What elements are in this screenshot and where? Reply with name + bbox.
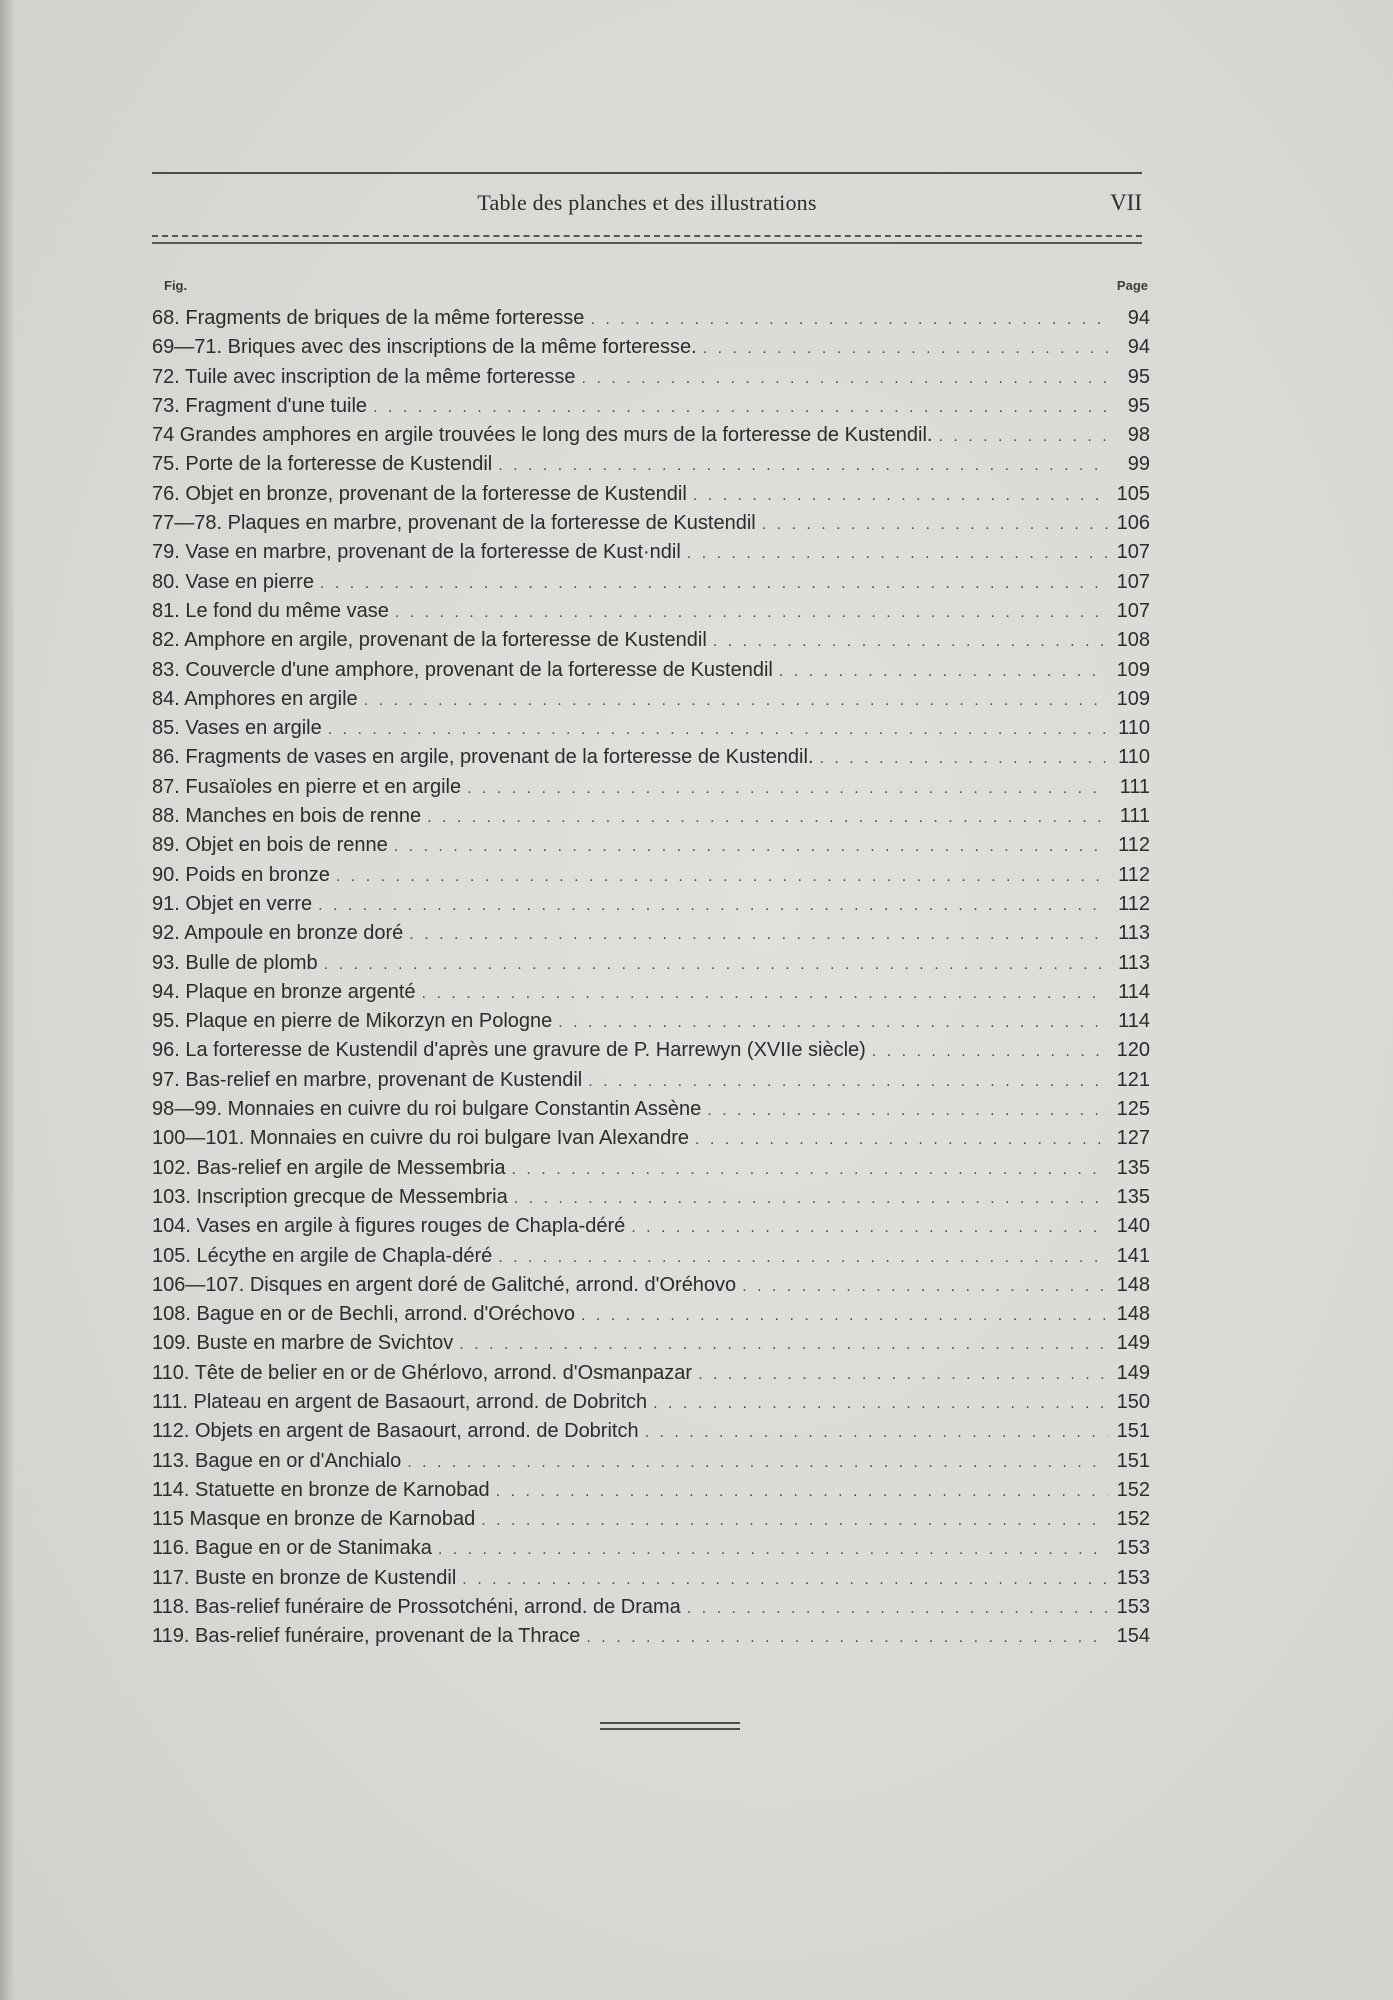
list-item xyxy=(152,949,1150,978)
list-item xyxy=(152,1505,1150,1534)
entry-title: 108. Bague en or de Bechli, arrond. d'Oréchovo xyxy=(152,1303,575,1326)
dot-leader xyxy=(581,1301,1108,1330)
dot-leader xyxy=(695,1125,1108,1154)
dot-leader xyxy=(498,1243,1108,1272)
list-item xyxy=(152,363,1150,392)
dot-leader xyxy=(653,1389,1108,1418)
entry-page-number: 114 xyxy=(1118,1010,1150,1033)
list-item xyxy=(152,743,1150,772)
header-rule-top xyxy=(152,172,1142,174)
entry-page-number: 94 xyxy=(1127,307,1150,329)
dot-leader xyxy=(328,715,1108,744)
entry-page-number: 106 xyxy=(1116,512,1150,535)
entry-title: 103. Inscription grecque de Messembria xyxy=(152,1185,508,1208)
entry-title: 113. Bague en or d'Anchialo xyxy=(152,1449,402,1472)
dot-leader xyxy=(422,979,1108,1008)
entry-page-number: 107 xyxy=(1116,570,1150,593)
dot-leader xyxy=(514,1184,1108,1213)
dot-leader xyxy=(687,539,1108,568)
entry-title: 94. Plaque en bronze argenté xyxy=(152,980,416,1003)
entry-title: 112. Objets en argent de Basaourt, arrond. de Dobritch xyxy=(152,1420,639,1443)
entry-title: 109. Buste en marbre de Svichtov xyxy=(152,1332,454,1355)
list-item xyxy=(152,1447,1150,1476)
dot-leader xyxy=(779,657,1108,686)
list-item xyxy=(152,1271,1150,1300)
list-item xyxy=(152,538,1150,567)
entry-title: 92. Ampoule en bronze doré xyxy=(152,922,404,945)
entry-page-number: 112 xyxy=(1118,863,1150,886)
entry-page-number: 121 xyxy=(1116,1068,1150,1091)
list-item xyxy=(152,597,1150,626)
entry-page-number: 153 xyxy=(1116,1566,1150,1589)
entry-page-number: 135 xyxy=(1116,1156,1150,1179)
entry-page-number: 151 xyxy=(1116,1420,1150,1443)
dot-leader xyxy=(938,422,1108,451)
list-item xyxy=(152,1564,1150,1593)
dot-leader xyxy=(698,1360,1108,1389)
entry-title: 76. Objet en bronze, provenant de la forteresse de Kustendil xyxy=(152,482,687,505)
dot-leader xyxy=(318,891,1108,920)
entry-page-number: 140 xyxy=(1116,1215,1150,1238)
entry-page-number: 152 xyxy=(1116,1478,1150,1501)
list-item xyxy=(152,333,1150,362)
entry-title: 79. Vase en marbre, provenant de la forteresse de Kust·ndil xyxy=(152,541,681,564)
list-item xyxy=(152,1593,1150,1622)
entry-title: 88. Manches en bois de renne xyxy=(152,805,422,828)
list-item xyxy=(152,1359,1150,1388)
entry-title: 111. Plateau en argent de Basaourt, arrond. de Dobritch xyxy=(152,1390,648,1413)
list-item xyxy=(152,1476,1150,1505)
entry-page-number: 109 xyxy=(1116,658,1150,681)
entry-title: 83. Couvercle d'une amphore, provenant de la forteresse de Kustendil xyxy=(152,658,773,681)
column-heading-page: Page xyxy=(1116,278,1148,293)
list-item xyxy=(152,685,1150,714)
entry-title: 96. La forteresse de Kustendil d'après une gravure de P. Harrewyn (XVIIe siècle) xyxy=(152,1039,866,1062)
entry-title: 95. Plaque en pierre de Mikorzyn en Pologne xyxy=(152,1010,553,1033)
entry-page-number: 154 xyxy=(1116,1625,1150,1648)
entry-title: 91. Objet en verre xyxy=(152,892,313,915)
entry-title: 69—71. Briques avec des inscriptions de la même forteresse. xyxy=(152,336,697,359)
list-item xyxy=(152,1124,1150,1153)
entry-page-number: 153 xyxy=(1116,1596,1150,1619)
entry-page-number: 153 xyxy=(1116,1537,1150,1560)
entry-page-number: 125 xyxy=(1116,1098,1150,1121)
entry-page-number: 111 xyxy=(1119,775,1150,798)
list-item xyxy=(152,831,1150,860)
entry-title: 100—101. Monnaies en cuivre du roi bulgare Ivan Alexandre xyxy=(152,1127,690,1150)
dot-leader xyxy=(820,744,1109,773)
list-item xyxy=(152,1095,1150,1124)
dot-leader xyxy=(588,1067,1108,1096)
entry-page-number: 148 xyxy=(1116,1273,1150,1296)
entry-title: 90. Poids en bronze xyxy=(152,863,330,886)
dot-leader xyxy=(462,1565,1108,1594)
entry-page-number: 110 xyxy=(1118,746,1150,769)
dot-leader xyxy=(590,305,1108,334)
running-header-title: Table des planches et des illustrations xyxy=(477,190,817,215)
entry-page-number: 151 xyxy=(1116,1449,1150,1472)
list-item xyxy=(152,1066,1150,1095)
entry-page-number: 149 xyxy=(1116,1332,1150,1355)
entry-title: 104. Vases en argile à figures rouges de Chapla-déré xyxy=(152,1215,626,1238)
dot-leader xyxy=(438,1535,1108,1564)
entry-title: 77—78. Plaques en marbre, provenant de la forteresse de Kustendil xyxy=(152,512,756,535)
closing-ornament-rule xyxy=(600,1722,740,1730)
entry-title: 86. Fragments de vases en argile, provenant de la forteresse de Kustendil. xyxy=(152,746,814,769)
entry-title: 68. Fragments de briques de la même forteresse xyxy=(152,307,585,329)
dot-leader xyxy=(512,1155,1108,1184)
entry-title: 75. Porte de la forteresse de Kustendil xyxy=(152,453,493,476)
list-item xyxy=(152,919,1150,948)
entry-title: 73. Fragment d'une tuile xyxy=(152,394,368,417)
entry-title: 106—107. Disques en argent doré de Galitché, arrond. d'Oréhovo xyxy=(152,1273,737,1296)
entry-title: 80. Vase en pierre xyxy=(152,570,314,593)
entry-title: 72. Tuile avec inscription de la même forteresse xyxy=(152,365,576,388)
list-item xyxy=(152,802,1150,831)
entry-title: 116. Bague en or de Stanimaka xyxy=(152,1537,432,1560)
list-item xyxy=(152,1300,1150,1329)
list-item xyxy=(152,1154,1150,1183)
list-item xyxy=(152,509,1150,538)
dot-leader xyxy=(496,1477,1108,1506)
dot-leader xyxy=(459,1330,1108,1359)
entry-page-number: 109 xyxy=(1116,687,1150,710)
dot-leader xyxy=(427,803,1108,832)
entry-page-number: 148 xyxy=(1116,1303,1150,1326)
entry-page-number: 99 xyxy=(1127,453,1150,476)
list-item xyxy=(152,626,1150,655)
list-item xyxy=(152,450,1150,479)
list-item xyxy=(152,773,1150,802)
running-header xyxy=(152,190,1142,224)
entry-title: 97. Bas-relief en marbre, provenant de Kustendil xyxy=(152,1068,583,1091)
dot-leader xyxy=(324,950,1108,979)
dot-leader xyxy=(558,1008,1108,1037)
entry-page-number: 127 xyxy=(1116,1127,1150,1150)
list-item xyxy=(152,1036,1150,1065)
entry-title: 87. Fusaïoles en pierre et en argile xyxy=(152,775,462,798)
dot-leader xyxy=(645,1418,1108,1447)
dot-leader xyxy=(582,364,1108,393)
dot-leader xyxy=(693,481,1108,510)
entry-page-number: 94 xyxy=(1127,336,1150,359)
dot-leader xyxy=(373,393,1108,422)
entry-title: 85. Vases en argile xyxy=(152,717,322,740)
entry-title: 82. Amphore en argile, provenant de la forteresse de Kustendil xyxy=(152,629,707,652)
entry-title: 110. Tête de belier en or de Ghérlovo, arrond. d'Osmanpazar xyxy=(152,1361,693,1384)
entry-page-number: 114 xyxy=(1118,980,1150,1003)
column-heading-fig: Fig. xyxy=(164,278,188,293)
entry-page-number: 111 xyxy=(1119,805,1150,828)
dot-leader xyxy=(394,832,1108,861)
list-item xyxy=(152,1329,1150,1358)
dot-leader xyxy=(364,686,1108,715)
running-header-page-number: VII xyxy=(1110,190,1142,215)
entry-page-number: 108 xyxy=(1116,629,1150,652)
dot-leader xyxy=(395,598,1108,627)
dot-leader xyxy=(481,1506,1108,1535)
entry-page-number: 113 xyxy=(1118,951,1150,974)
dot-leader xyxy=(586,1623,1108,1652)
header-rule-double xyxy=(152,235,1142,244)
entry-title: 81. Le fond du même vase xyxy=(152,599,389,622)
entry-page-number: 112 xyxy=(1118,892,1150,915)
entry-title: 117. Buste en bronze de Kustendil xyxy=(152,1566,457,1589)
entry-page-number: 149 xyxy=(1116,1361,1150,1384)
dot-leader xyxy=(407,1448,1108,1477)
page-binding-edge xyxy=(0,0,14,2000)
list-item xyxy=(152,1622,1150,1651)
list-item xyxy=(152,861,1150,890)
list-item xyxy=(152,392,1150,421)
entry-title: 84. Amphores en argile xyxy=(152,687,358,710)
list-item xyxy=(152,714,1150,743)
list-item xyxy=(152,1534,1150,1563)
entry-title: 114. Statuette en bronze de Karnobad xyxy=(152,1478,490,1501)
entry-page-number: 120 xyxy=(1116,1039,1150,1062)
list-item xyxy=(152,1007,1150,1036)
dot-leader xyxy=(687,1594,1108,1623)
list-item xyxy=(152,890,1150,919)
entry-page-number: 107 xyxy=(1116,541,1150,564)
entry-page-number: 141 xyxy=(1116,1244,1150,1267)
list-item xyxy=(152,1212,1150,1241)
entry-page-number: 98 xyxy=(1127,424,1150,447)
entry-page-number: 110 xyxy=(1118,717,1150,740)
entry-page-number: 150 xyxy=(1116,1390,1150,1413)
dot-leader xyxy=(467,774,1108,803)
list-item xyxy=(152,1183,1150,1212)
dot-leader xyxy=(631,1213,1108,1242)
list-item xyxy=(152,421,1150,450)
dot-leader xyxy=(336,862,1108,891)
list-item xyxy=(152,1242,1150,1271)
entry-page-number: 135 xyxy=(1116,1185,1150,1208)
entry-page-number: 105 xyxy=(1116,482,1150,505)
illustrations-list xyxy=(152,304,1150,1652)
dot-leader xyxy=(320,569,1108,598)
entry-title: 98—99. Monnaies en cuivre du roi bulgare Constantin Assène xyxy=(152,1098,702,1121)
list-item xyxy=(152,1417,1150,1446)
entry-title: 115 Masque en bronze de Karnobad xyxy=(152,1508,476,1531)
entry-page-number: 95 xyxy=(1127,365,1150,388)
list-item xyxy=(152,656,1150,685)
dot-leader xyxy=(872,1037,1108,1066)
dot-leader xyxy=(498,451,1108,480)
list-item xyxy=(152,480,1150,509)
entry-title: 105. Lécythe en argile de Chapla-déré xyxy=(152,1244,493,1267)
entry-title: 93. Bulle de plomb xyxy=(152,951,318,974)
list-item xyxy=(152,978,1150,1007)
entry-title: 102. Bas-relief en argile de Messembria xyxy=(152,1156,506,1179)
dot-leader xyxy=(703,334,1108,363)
dot-leader xyxy=(742,1272,1108,1301)
entry-page-number: 152 xyxy=(1116,1508,1150,1531)
entry-page-number: 113 xyxy=(1118,922,1150,945)
list-item xyxy=(152,304,1150,333)
dot-leader xyxy=(762,510,1108,539)
entry-page-number: 107 xyxy=(1116,599,1150,622)
dot-leader xyxy=(713,627,1108,656)
entry-title: 118. Bas-relief funéraire de Prossotchéni, arrond. de Drama xyxy=(152,1596,681,1619)
list-item xyxy=(152,1388,1150,1417)
entry-title: 74 Grandes amphores en argile trouvées le long des murs de la forteresse de Kustendil. xyxy=(152,424,933,447)
dot-leader xyxy=(707,1096,1108,1125)
entry-page-number: 95 xyxy=(1127,394,1150,417)
entry-title: 89. Objet en bois de renne xyxy=(152,834,388,857)
entry-title: 119. Bas-relief funéraire, provenant de la Thrace xyxy=(152,1625,581,1648)
list-item xyxy=(152,568,1150,597)
dot-leader xyxy=(409,920,1108,949)
entry-page-number: 112 xyxy=(1118,834,1150,857)
